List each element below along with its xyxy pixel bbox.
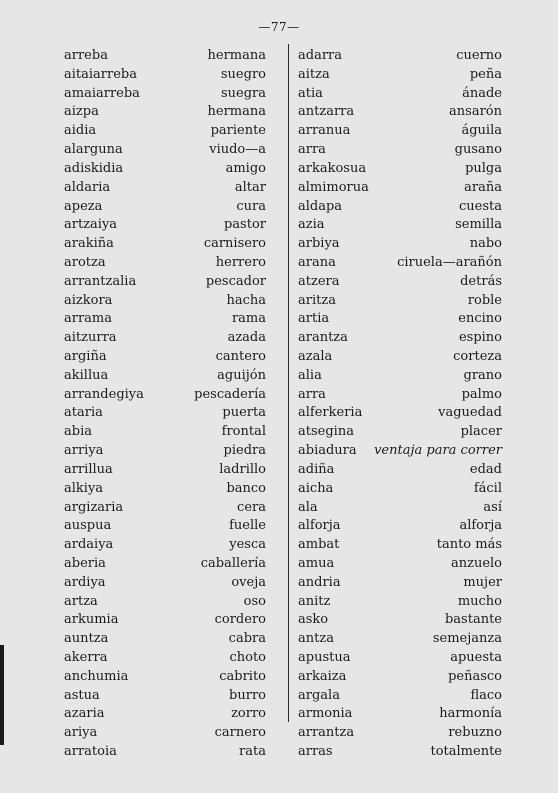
entry-row bbox=[64, 160, 266, 179]
basque-term: ardiya bbox=[64, 574, 106, 590]
basque-term: antza bbox=[298, 631, 334, 647]
basque-term: aberia bbox=[64, 555, 106, 571]
entry-row bbox=[64, 705, 266, 724]
basque-term: atzera bbox=[298, 273, 340, 289]
entry-row bbox=[298, 310, 502, 329]
spanish-gloss: harmonía bbox=[439, 706, 502, 722]
spanish-gloss: encino bbox=[458, 311, 502, 327]
entry-row bbox=[298, 630, 502, 649]
basque-term: anitz bbox=[298, 593, 331, 609]
spanish-gloss: tanto más bbox=[436, 537, 502, 553]
spanish-gloss: herrero bbox=[215, 254, 266, 270]
spanish-gloss: totalmente bbox=[430, 744, 502, 760]
entry-row bbox=[298, 649, 502, 668]
entry-row bbox=[64, 423, 266, 442]
spanish-gloss: detrás bbox=[460, 273, 502, 289]
spanish-gloss: rebuzno bbox=[448, 725, 502, 741]
spanish-gloss: ansarón bbox=[449, 104, 502, 120]
basque-term: abiadura bbox=[298, 443, 357, 459]
basque-term: apustua bbox=[298, 650, 351, 665]
basque-term: azala bbox=[298, 349, 333, 364]
entry-row bbox=[64, 480, 266, 499]
entry-row bbox=[298, 668, 502, 687]
spanish-gloss: piedra bbox=[223, 443, 266, 459]
spanish-gloss: cabra bbox=[228, 631, 266, 647]
basque-term: aitza bbox=[298, 66, 330, 82]
basque-term: adiskidia bbox=[64, 160, 124, 176]
entry-row bbox=[64, 555, 266, 574]
entry-row bbox=[64, 235, 266, 254]
entry-row bbox=[298, 611, 502, 630]
spanish-gloss: flaco bbox=[470, 687, 502, 703]
spanish-gloss: cantero bbox=[215, 349, 266, 364]
entry-row bbox=[64, 743, 266, 762]
entry-row bbox=[298, 705, 502, 724]
basque-term: aldapa bbox=[298, 198, 343, 214]
entry-row bbox=[298, 555, 502, 574]
basque-term: azia bbox=[298, 217, 325, 233]
basque-term: andria bbox=[298, 574, 341, 590]
basque-term: ardaiya bbox=[64, 537, 114, 553]
entry-row bbox=[298, 122, 502, 141]
column-divider bbox=[288, 44, 289, 722]
spanish-gloss: viudo—a bbox=[209, 142, 266, 158]
entry-row bbox=[64, 122, 266, 141]
spanish-gloss: roble bbox=[467, 292, 502, 308]
spanish-gloss: alforja bbox=[459, 518, 502, 534]
basque-term: auntza bbox=[64, 631, 109, 647]
entry-row bbox=[64, 630, 266, 649]
basque-term: azaria bbox=[64, 706, 105, 722]
entry-row bbox=[298, 386, 502, 405]
entry-row bbox=[64, 574, 266, 593]
page-number: —77— bbox=[258, 20, 300, 34]
spanish-gloss: edad bbox=[469, 461, 502, 477]
basque-term: alferkeria bbox=[298, 405, 363, 421]
spanish-gloss: así bbox=[483, 499, 502, 515]
spanish-gloss: rata bbox=[239, 744, 266, 760]
spanish-gloss: suegro bbox=[220, 66, 266, 82]
spanish-gloss: águila bbox=[461, 123, 502, 139]
basque-term: auspua bbox=[64, 518, 112, 534]
basque-term: arbiya bbox=[298, 236, 340, 252]
entry-row bbox=[298, 499, 502, 518]
basque-term: arana bbox=[298, 254, 336, 270]
spanish-gloss: mucho bbox=[457, 593, 502, 609]
entry-row bbox=[64, 254, 266, 273]
entry-row bbox=[64, 310, 266, 329]
entry-row bbox=[298, 423, 502, 442]
basque-term: arratoia bbox=[64, 744, 117, 760]
spanish-gloss: frontal bbox=[221, 424, 266, 440]
spanish-gloss: banco bbox=[226, 480, 266, 496]
entry-row bbox=[64, 216, 266, 235]
spanish-gloss: puerta bbox=[222, 405, 266, 421]
basque-term: adarra bbox=[298, 48, 343, 63]
entry-row bbox=[64, 179, 266, 198]
basque-term: argiña bbox=[64, 349, 107, 364]
basque-term: arriya bbox=[64, 443, 104, 459]
entry-row bbox=[298, 198, 502, 217]
entry-row bbox=[64, 517, 266, 536]
basque-term: almimorua bbox=[298, 179, 369, 195]
basque-term: atseginа bbox=[298, 424, 354, 440]
entry-row bbox=[64, 66, 266, 85]
left-word-column bbox=[64, 47, 266, 762]
spanish-gloss: nabo bbox=[469, 236, 502, 252]
basque-term: argizaria bbox=[64, 499, 124, 515]
spanish-gloss: hacha bbox=[226, 292, 266, 308]
basque-term: astua bbox=[64, 687, 100, 703]
entry-row bbox=[64, 103, 266, 122]
spanish-gloss: burro bbox=[229, 687, 266, 703]
basque-term: akerra bbox=[64, 650, 108, 665]
basque-term: arranua bbox=[298, 123, 351, 139]
basque-term: argala bbox=[298, 687, 340, 703]
entry-row bbox=[298, 367, 502, 386]
basque-term: adiña bbox=[298, 461, 335, 477]
entry-row bbox=[64, 386, 266, 405]
spanish-gloss: espino bbox=[458, 330, 502, 346]
entry-row bbox=[298, 687, 502, 706]
spanish-gloss: carnero bbox=[214, 725, 266, 741]
entry-row bbox=[298, 103, 502, 122]
entry-row bbox=[64, 461, 266, 480]
basque-term: alforja bbox=[298, 518, 341, 534]
entry-row bbox=[298, 160, 502, 179]
entry-row bbox=[298, 66, 502, 85]
right-word-column bbox=[298, 47, 502, 762]
entry-row bbox=[298, 536, 502, 555]
entry-row bbox=[64, 273, 266, 292]
basque-term: aritza bbox=[298, 292, 336, 308]
basque-term: asko bbox=[298, 612, 329, 628]
basque-term: alia bbox=[298, 367, 322, 383]
entry-row bbox=[64, 348, 266, 367]
spanish-gloss: hermana bbox=[207, 104, 266, 120]
spanish-gloss: placer bbox=[460, 424, 502, 440]
basque-term: arantza bbox=[298, 330, 348, 346]
spanish-gloss: cuerno bbox=[456, 48, 502, 63]
entry-row bbox=[64, 367, 266, 386]
basque-term: arra bbox=[298, 142, 326, 158]
entry-row bbox=[64, 292, 266, 311]
spanish-gloss: semejanza bbox=[432, 631, 502, 647]
spanish-gloss: ladrillo bbox=[219, 461, 266, 477]
entry-row bbox=[64, 687, 266, 706]
entry-row bbox=[64, 442, 266, 461]
entry-row bbox=[298, 292, 502, 311]
entry-row bbox=[64, 198, 266, 217]
spanish-gloss: oveja bbox=[231, 574, 266, 590]
spanish-gloss: cuesta bbox=[459, 198, 502, 214]
spanish-gloss: peñasco bbox=[448, 668, 502, 684]
spanish-gloss: gusano bbox=[454, 142, 502, 158]
entry-row bbox=[64, 85, 266, 104]
basque-term: arras bbox=[298, 744, 333, 760]
spanish-gloss: yesca bbox=[229, 537, 266, 553]
spanish-gloss: aguijón bbox=[217, 367, 266, 383]
basque-term: anchumia bbox=[64, 668, 129, 684]
basque-term: antzarra bbox=[298, 104, 355, 120]
spanish-gloss: oso bbox=[243, 593, 266, 609]
spanish-gloss: mujer bbox=[463, 574, 502, 590]
basque-term: atia bbox=[298, 85, 323, 101]
spanish-gloss: cura bbox=[236, 198, 266, 214]
basque-term: aizpa bbox=[64, 104, 99, 120]
basque-term: artzaiya bbox=[64, 217, 118, 233]
entry-row bbox=[298, 348, 502, 367]
entry-row bbox=[298, 273, 502, 292]
basque-term: ariya bbox=[64, 725, 98, 741]
basque-term: artza bbox=[64, 593, 98, 609]
spanish-gloss: araña bbox=[464, 179, 502, 195]
basque-term: aitzurra bbox=[64, 330, 117, 346]
basque-term: arrantza bbox=[298, 725, 355, 741]
basque-term: arrama bbox=[64, 311, 113, 327]
basque-term: arkaiza bbox=[298, 668, 347, 684]
spanish-gloss: semilla bbox=[455, 217, 502, 233]
spanish-gloss: pescador bbox=[205, 273, 266, 289]
basque-term: alarguna bbox=[64, 142, 123, 158]
basque-term: ala bbox=[298, 499, 318, 515]
spanish-gloss: azada bbox=[227, 330, 266, 346]
entry-row bbox=[64, 47, 266, 66]
basque-term: armonia bbox=[298, 706, 353, 722]
spanish-gloss: zorro bbox=[231, 706, 266, 722]
entry-row bbox=[298, 574, 502, 593]
basque-term: arreba bbox=[64, 48, 108, 63]
spanish-gloss: pariente bbox=[210, 123, 266, 139]
entry-row bbox=[298, 141, 502, 160]
entry-row bbox=[298, 216, 502, 235]
entry-row bbox=[64, 499, 266, 518]
spanish-gloss: vaguedad bbox=[438, 405, 502, 421]
spanish-gloss: cera bbox=[237, 499, 266, 515]
spanish-gloss: fácil bbox=[473, 480, 502, 496]
entry-row bbox=[298, 442, 502, 461]
basque-term: arrandegiya bbox=[64, 386, 144, 402]
entry-row bbox=[298, 404, 502, 423]
spanish-gloss: pastor bbox=[223, 217, 266, 233]
spanish-gloss: rama bbox=[231, 311, 266, 327]
entry-row bbox=[298, 480, 502, 499]
entry-row bbox=[64, 611, 266, 630]
basque-term: arrillua bbox=[64, 461, 113, 477]
basque-term: arrantzalia bbox=[64, 273, 137, 289]
basque-term: arotza bbox=[64, 254, 106, 270]
binding-edge-mark bbox=[0, 645, 4, 745]
basque-term: ambat bbox=[298, 537, 340, 553]
basque-term: arakiña bbox=[64, 236, 114, 252]
basque-term: aldaria bbox=[64, 179, 111, 195]
spanish-gloss: fuelle bbox=[229, 518, 266, 534]
entry-row bbox=[298, 461, 502, 480]
spanish-gloss: bastante bbox=[444, 612, 502, 628]
spanish-gloss: choto bbox=[229, 650, 266, 665]
spanish-gloss: palmo bbox=[461, 386, 502, 402]
spanish-gloss: pescadería bbox=[194, 386, 266, 402]
basque-term: arra bbox=[298, 386, 326, 402]
spanish-gloss: anzuelo bbox=[450, 555, 502, 571]
entry-row bbox=[298, 47, 502, 66]
basque-term: arkumia bbox=[64, 612, 119, 628]
entry-row bbox=[298, 517, 502, 536]
basque-term: aidia bbox=[64, 123, 97, 139]
spanish-gloss: peña bbox=[469, 66, 502, 82]
entry-row bbox=[64, 649, 266, 668]
basque-term: akillua bbox=[64, 367, 109, 383]
basque-term: aizkora bbox=[64, 292, 113, 308]
entry-row bbox=[64, 668, 266, 687]
entry-row bbox=[64, 329, 266, 348]
entry-row bbox=[298, 724, 502, 743]
spanish-gloss: suegra bbox=[220, 85, 266, 101]
entry-row bbox=[298, 179, 502, 198]
basque-term: arkakosua bbox=[298, 160, 367, 176]
basque-term: ataria bbox=[64, 405, 103, 421]
entry-row bbox=[298, 254, 502, 273]
spanish-gloss: ciruela—arañón bbox=[397, 254, 502, 270]
spanish-gloss: pulga bbox=[465, 160, 502, 176]
entry-row bbox=[64, 404, 266, 423]
basque-term: aicha bbox=[298, 480, 334, 496]
spanish-gloss: cabrito bbox=[219, 668, 266, 684]
basque-term: apeza bbox=[64, 198, 103, 214]
basque-term: aitaiarreba bbox=[64, 66, 137, 82]
entry-row bbox=[298, 593, 502, 612]
spanish-gloss: apuesta bbox=[450, 650, 502, 665]
spanish-gloss: grano bbox=[463, 367, 502, 383]
basque-term: amaiarreba bbox=[64, 85, 140, 101]
basque-term: amua bbox=[298, 555, 335, 571]
entry-row bbox=[298, 235, 502, 254]
spanish-gloss: corteza bbox=[453, 349, 502, 364]
basque-term: artia bbox=[298, 311, 330, 327]
spanish-gloss: carnisero bbox=[203, 236, 266, 252]
spanish-gloss: amigo bbox=[225, 160, 266, 176]
entry-row bbox=[64, 724, 266, 743]
entry-row bbox=[64, 141, 266, 160]
spanish-gloss: hermana bbox=[207, 48, 266, 63]
spanish-gloss: altar bbox=[234, 179, 266, 195]
basque-term: abia bbox=[64, 424, 92, 440]
spanish-gloss: caballería bbox=[200, 555, 266, 571]
spanish-gloss: ventaja para correr bbox=[374, 443, 502, 459]
entry-row bbox=[298, 85, 502, 104]
spanish-gloss: cordero bbox=[214, 612, 266, 628]
entry-row bbox=[298, 329, 502, 348]
spanish-gloss: ánade bbox=[462, 85, 502, 101]
basque-term: alkiya bbox=[64, 480, 104, 496]
entry-row bbox=[64, 536, 266, 555]
entry-row bbox=[64, 593, 266, 612]
entry-row bbox=[298, 743, 502, 762]
